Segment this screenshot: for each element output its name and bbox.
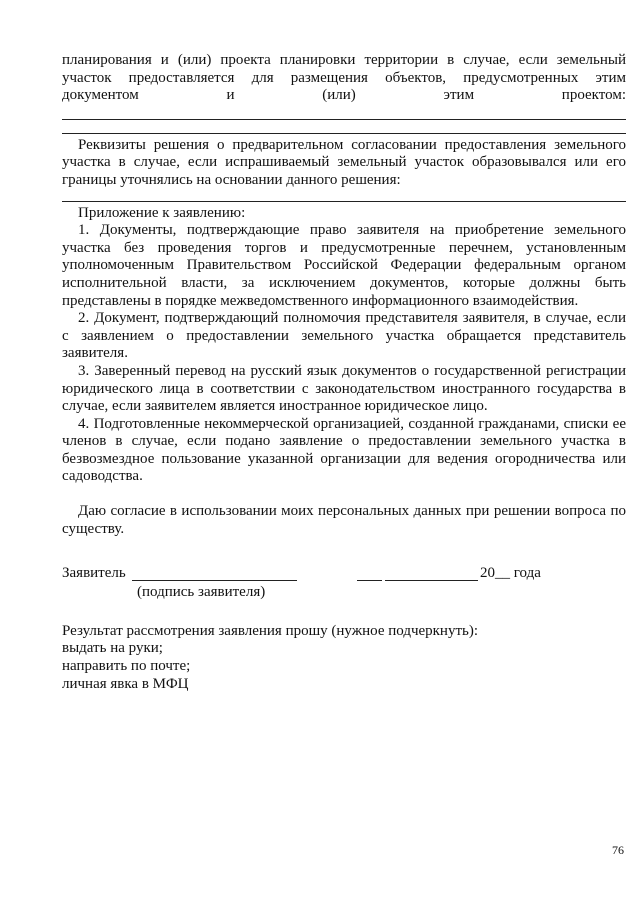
appendix-item-3: 3. Заверенный перевод на русский язык документов о государственной регистрации юридического лица в соответствии с законодательством иностранного государства в случае, если заявителем является иностранное юридическое лицо. [62, 362, 626, 415]
decision-details-paragraph: Реквизиты решения о предварительном согласовании предоставления земельного участка в случае, если испрашиваемый земельный участок образовывался или его границы уточнялись на основании данного решения: [62, 136, 626, 188]
result-option-mfc: личная явка в МФЦ [62, 675, 189, 692]
day-line [357, 580, 382, 581]
signature-row [62, 565, 626, 585]
appendix-title: Приложение к заявлению: [78, 204, 246, 221]
page-number: 76 [612, 843, 624, 857]
applicant-label: Заявитель [62, 565, 126, 582]
year-text: 20__ года [480, 565, 541, 582]
consent-paragraph: Даю согласие в использовании моих персональных данных при решении вопроса по существу. [62, 503, 626, 537]
fill-line-1 [62, 119, 626, 120]
result-option-mail: направить по почте; [62, 658, 191, 675]
appendix-item-1: 1. Документы, подтверждающие право заявителя на приобретение земельного участка без проведения торгов и предусмотренные перечнем, установленным уполномоченным Правительством Российской Федерации федеральным органом исполнительной власти, за исключением документов, которые должны быть представлены в порядке межведомственного информационного взаимодействия. [62, 222, 626, 309]
signature-line [132, 580, 297, 581]
fill-line-3 [62, 201, 626, 202]
planning-paragraph: планирования и (или) проекта планировки территории в случае, если земельный участок предоставляется для размещения объектов, предусмотренных этим документом и (или) этим проектом: [62, 52, 626, 104]
result-option-hand: выдать на руки; [62, 640, 163, 657]
document-body [62, 38, 626, 693]
appendix-item-4: 4. Подготовленные некоммерческой организацией, созданной гражданами, списки ее членов в случае, если подано заявление о предоставлении земельного участка в безвозмездное пользование указанной организации для ведения огородничества или садоводства. [62, 415, 626, 485]
month-line [385, 580, 478, 581]
appendix-item-2: 2. Документ, подтверждающий полномочия представителя заявителя, в случае, если с заявлением о предоставлении земельного участка обращается представитель заявителя. [62, 310, 626, 362]
result-title: Результат рассмотрения заявления прошу (нужное подчеркнуть): [62, 622, 479, 639]
fill-line-2 [62, 133, 626, 134]
signature-caption: (подпись заявителя) [137, 584, 266, 601]
